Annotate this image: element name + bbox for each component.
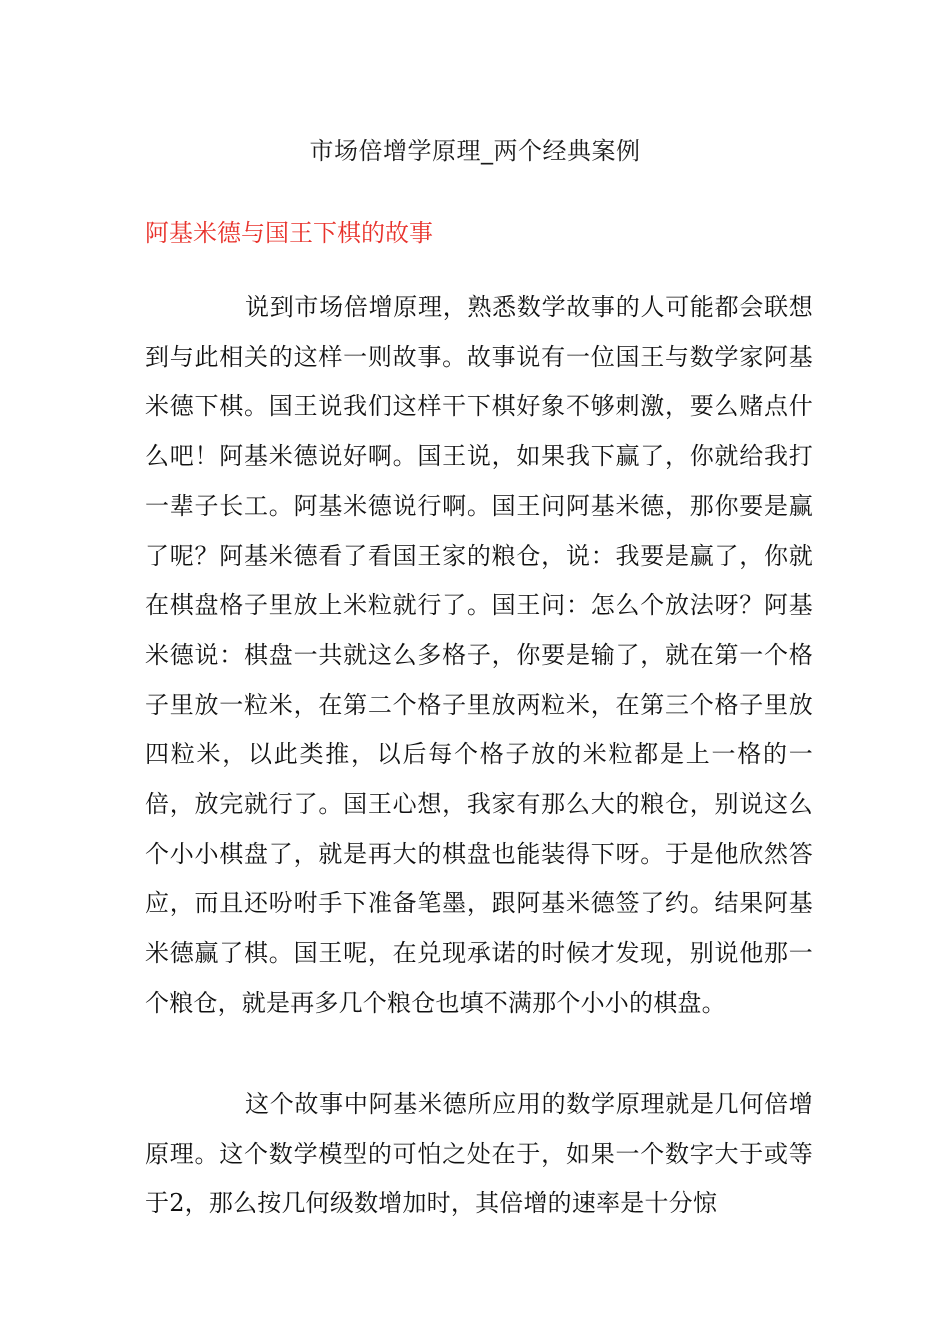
section-heading: 阿基米德与国王下棋的故事 — [145, 219, 433, 247]
document-title: 市场倍增学原理_两个经典案例 — [309, 137, 641, 165]
body-paragraph-2: 这个故事中阿基米德所应用的数学原理就是几何倍增原理。这个数学模型的可怕之处在于，如果一个数字大于或等于2，那么按几何级数增加时，其倍增的速率是十分惊 — [145, 1090, 813, 1218]
body-paragraph-1: 说到市场倍增原理，熟悉数学故事的人可能都会联想到与此相关的这样一则故事。故事说有一位国王与数学家阿基米德下棋。国王说我们这样干下棋好象不够刺激，要么赌点什么吧！阿基米德说好啊。国王说，如果我下赢了，你就给我打一辈子长工。阿基米德说行啊。国王问阿基米德，那你要是赢了呢？阿基米德看了看国王家的粮仓，说：我要是赢了，你就在棋盘格子里放上米粒就行了。国王问：怎么个放法呀？阿基米德说：棋盘一共就这么多格子，你要是输了，就在第一个格子里放一粒米，在第二个格子里放两粒米，在第三个格子里放四粒米，以此类推，以后每个格子放的米粒都是上一格的一倍，放完就行了。国王心想，我家有那么大的粮仓，别说这么个小小棋盘了，就是再大的棋盘也能装得下呀。于是他欣然答应，而且还吩咐手下准备笔墨，跟阿基米德签了约。结果阿基米德赢了棋。国王呢，在兑现承诺的时候才发现，别说他那一个粮仓，就是再多几个粮仓也填不满那个小小的棋盘。 — [145, 293, 813, 1017]
